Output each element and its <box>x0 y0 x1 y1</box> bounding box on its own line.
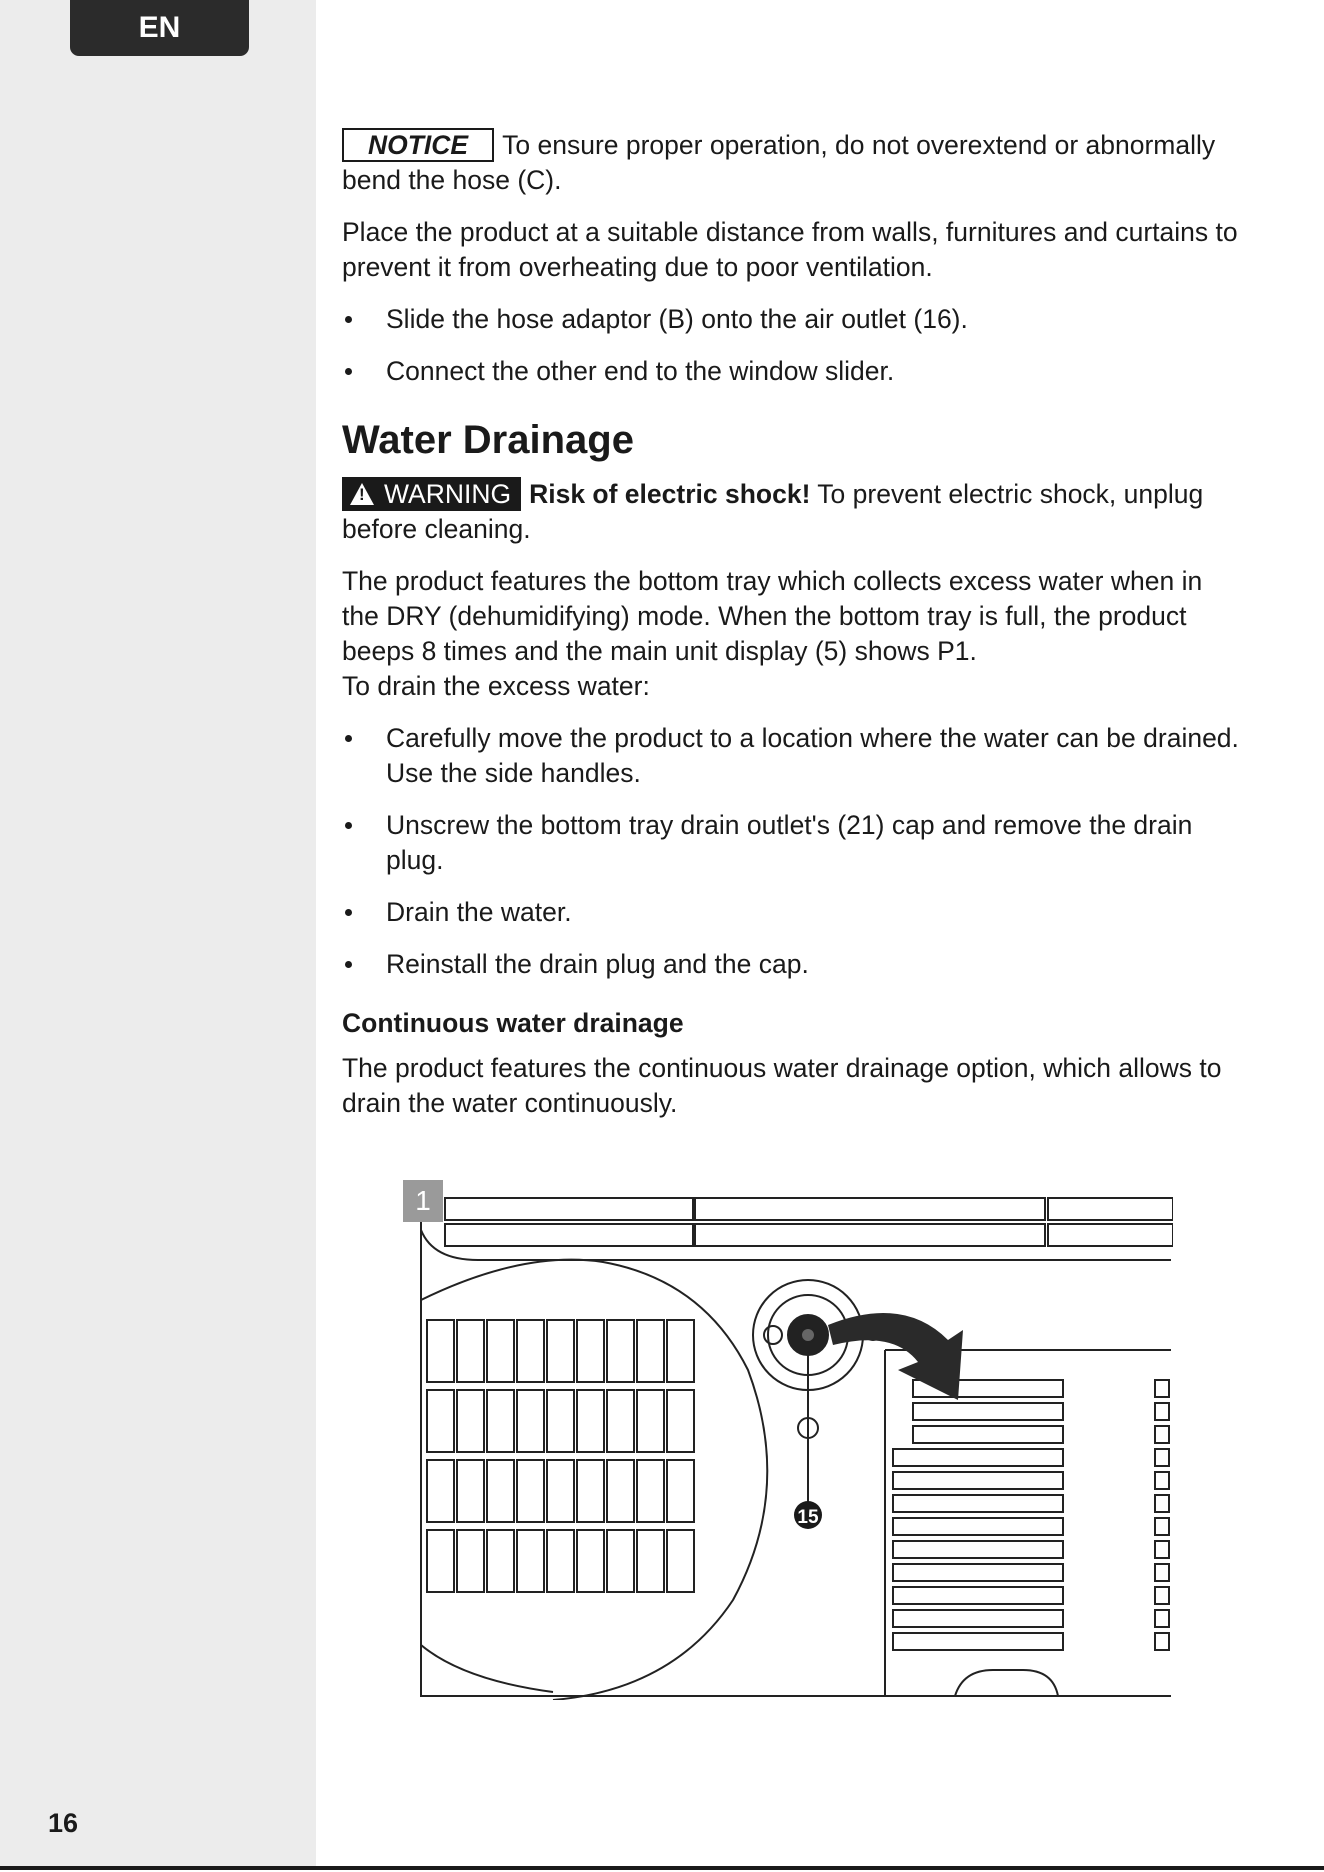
intro-text: The product features the bottom tray which collects excess water when in the DRY (dehumidifying) mode. When the bottom tray is full, the product beeps 8 times and the main unit display (5) shows P1. <box>342 566 1203 666</box>
warning-label-text: WARNING <box>384 479 512 509</box>
language-tab: EN <box>70 0 249 56</box>
warning-paragraph <box>342 477 1242 547</box>
warning-text: To prevent electric shock, unplug before cleaning. <box>342 479 1204 544</box>
page-number: 16 <box>48 1808 79 1838</box>
drainage-figure <box>403 1180 1173 1700</box>
notice-paragraph <box>342 128 1242 198</box>
page-content <box>342 128 1242 1138</box>
warning-label <box>342 477 521 511</box>
list-item: Connect the other end to the window slider. <box>342 354 1242 389</box>
figure-number: 1 <box>403 1180 443 1222</box>
subsection-paragraph: The product features the continuous water drainage option, which allows to drain the water continuously. <box>342 1053 1222 1118</box>
list-item: Unscrew the bottom tray drain outlet's (21) cap and remove the drain plug. <box>342 808 1242 878</box>
warning-triangle-icon: ! <box>350 483 374 505</box>
list-item: Reinstall the drain plug and the cap. <box>342 947 1242 982</box>
list-item: Carefully move the product to a location where the water can be drained. Use the side handles. <box>342 721 1242 791</box>
hose-steps-list <box>342 302 1242 389</box>
callout-label: 15 <box>797 1507 819 1528</box>
list-item: Drain the water. <box>342 895 1242 930</box>
bottom-rule <box>0 1866 1324 1870</box>
rotate-arrow-icon <box>828 1313 963 1400</box>
warning-bold-text: Risk of electric shock! <box>529 479 811 509</box>
unit-back-illustration <box>403 1180 1173 1700</box>
list-item: Slide the hose adaptor (B) onto the air outlet (16). <box>342 302 1242 337</box>
notice-label: NOTICE <box>342 128 494 162</box>
subsection-title: Continuous water drainage <box>342 1008 684 1038</box>
section-title: Water Drainage <box>342 418 634 462</box>
notice-text: To ensure proper operation, do not overextend or abnormally bend the hose (C). <box>342 130 1216 195</box>
placement-paragraph: Place the product at a suitable distance from walls, furnitures and curtains to prevent it from overheating due to poor ventilation. <box>342 217 1238 282</box>
page-sidebar <box>0 0 316 1866</box>
intro-text-2: To drain the excess water: <box>342 671 650 701</box>
intro-paragraph <box>342 564 1242 704</box>
drain-steps-list <box>342 721 1242 982</box>
